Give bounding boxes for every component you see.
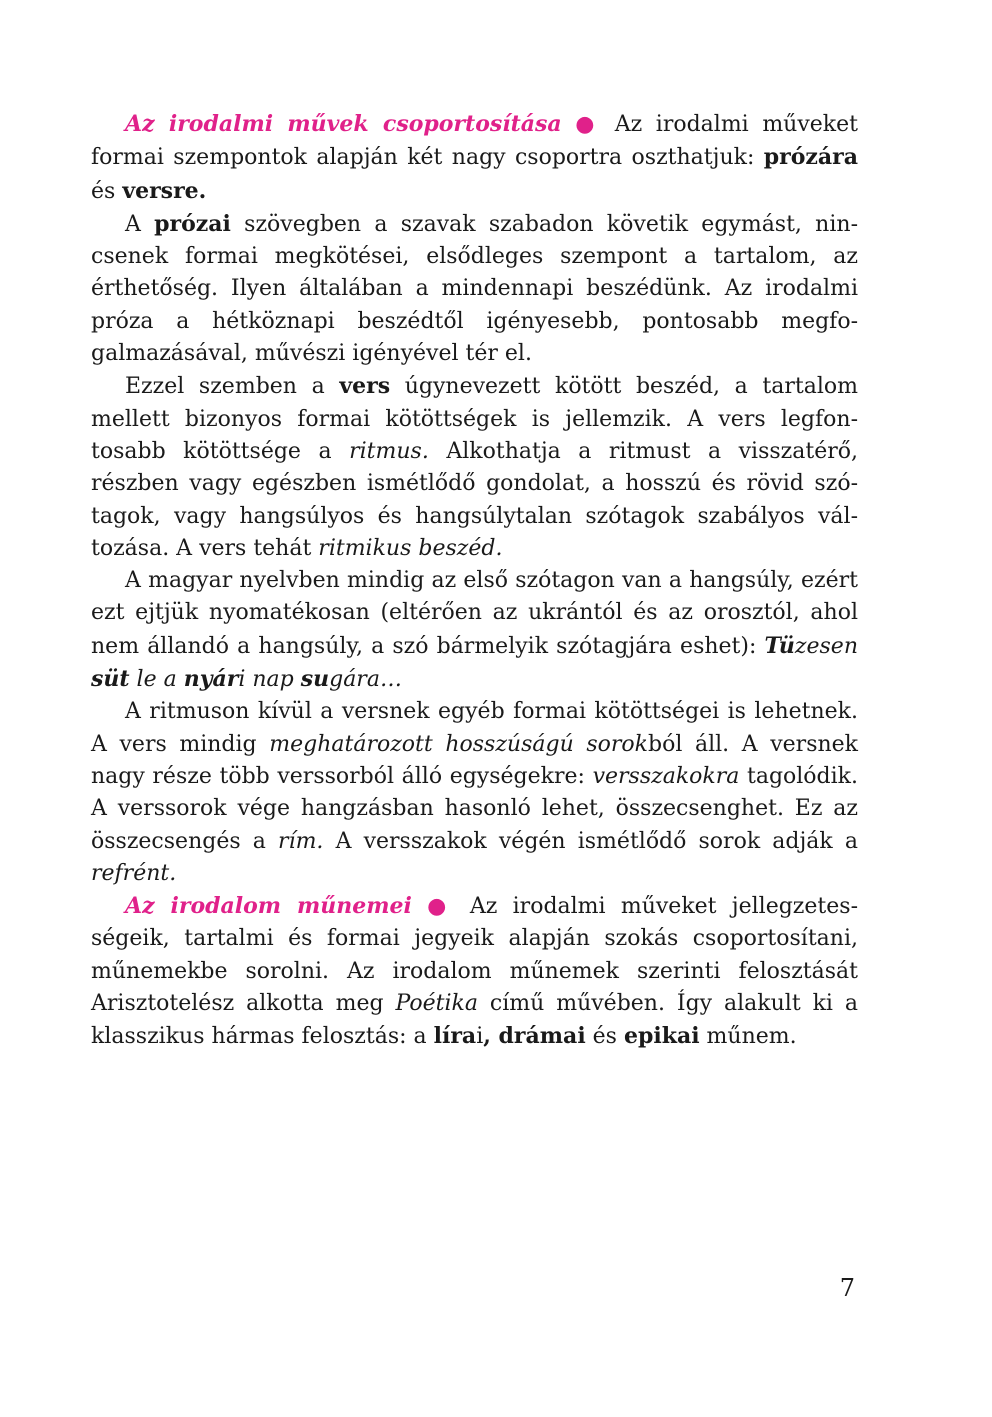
page-content	[91, 108, 858, 1054]
text-run: tagolódik. A verssorok vége hangzásban hasonló lehet, összecsenghet. Ez az összecsengés a	[91, 763, 858, 854]
text-run: és	[585, 1024, 624, 1050]
paragraph-runs	[91, 699, 858, 885]
paragraph-verse	[91, 370, 858, 565]
text-run: líra	[433, 1023, 477, 1050]
paragraph-verse-form	[91, 696, 858, 890]
paragraph-runs	[91, 212, 858, 366]
text-run: Az irodalmi műveket jellegzetességeik, tartalmi és formai jegyeik alapján szokás csoportosítani, műnemekbe sorolni. Az irodalom műnemek szerinti felosztását Arisztotelész alkotta meg	[91, 894, 858, 1017]
text-run: prózára	[763, 144, 858, 171]
text-run: ból áll. A versnek nagy része több verssorból álló egységekre:	[91, 731, 859, 789]
text-run: i nap	[238, 667, 301, 693]
text-run: su	[300, 666, 330, 693]
text-run: A magyar nyelvben mindig az első szótagon van a hangsúly, ezért ezt ejtjük nyomatékosan (eltérően az ukrántól és az orosztól, ahol nem állandó a hangsúly, a szó bármelyik szótagjára eshet):	[91, 568, 858, 659]
text-run: Alkothatja a ritmust a visszatérő, részben vagy egészben ismétlődő gondolat, a hosszú és rövid szótagok, vagy hangsúlyos és hangsúlytalan szótagok szabályos változása. A vers tehát	[91, 438, 858, 561]
text-run: Tü	[764, 632, 795, 659]
text-run: A	[125, 211, 155, 237]
section-heading-grouping: Az irodalmi művek csoportosítása	[125, 111, 562, 137]
text-run: , drámai	[483, 1023, 586, 1050]
text-run: süt	[91, 666, 130, 693]
text-run: rím.	[278, 828, 324, 854]
bullet-icon: ●	[427, 894, 455, 920]
text-run: prózai	[154, 210, 231, 237]
text-run: úgynevezett kötött beszéd, a tartalom mellett bizonyos formai kötöttségek is jellemzik. A vers legfontosabb kötöttsége a	[91, 374, 858, 464]
text-run: A ritmuson kívül a versnek egyéb formai kötöttségei is lehetnek. A vers mindig	[91, 699, 858, 757]
text-run: i	[476, 1024, 484, 1050]
paragraph-genres	[91, 890, 858, 1053]
text-run: versre.	[122, 177, 207, 204]
page-number: 7	[839, 1274, 855, 1302]
paragraph-grouping-intro	[91, 108, 858, 208]
text-run: versszakokra	[592, 763, 740, 789]
paragraph-runs	[91, 568, 858, 692]
paragraph-runs	[91, 374, 858, 560]
text-run: refrént.	[91, 860, 177, 886]
text-run: ritmikus beszéd.	[318, 535, 503, 561]
text-run: le a	[129, 667, 184, 693]
section-heading-genres: Az irodalom műnemei	[125, 893, 412, 920]
text-run: zesen	[794, 633, 858, 659]
text-run: nyár	[183, 666, 239, 693]
text-run: és	[91, 178, 123, 204]
text-run: vers	[339, 373, 391, 400]
text-run: műnem.	[699, 1024, 797, 1050]
text-run: Ezzel szemben a	[125, 374, 340, 400]
text-run: ritmus.	[349, 438, 429, 464]
text-run: Az irodalmi műveket formai szempontok alapján két nagy csoportra oszthatjuk:	[91, 112, 858, 171]
paragraph-stress	[91, 565, 858, 696]
text-run: epikai	[623, 1023, 700, 1050]
text-run: szövegben a szavak szabadon követik egymást, nincsenek formai megkötései, elsődleges szempont a tartalom, az érthetőség. Ilyen általában a mindennapi beszédünk. Az irodalmi próza a hétköznapi beszédtől igényesebb, pontosabb megfogalmazásával, művészi igényével tér el.	[91, 211, 858, 367]
text-run: A versszakok végén ismétlődő sorok adják a	[323, 828, 858, 854]
text-run: Poétika	[395, 991, 478, 1017]
paragraph-prose	[91, 208, 858, 370]
text-run: gára…	[329, 667, 402, 693]
text-run: meghatározott hosszúságú sorok	[269, 731, 648, 757]
bullet-icon: ●	[575, 112, 602, 137]
text-run: című művében. Így alakult ki a klasszikus hármas felosztás: a	[91, 991, 858, 1050]
